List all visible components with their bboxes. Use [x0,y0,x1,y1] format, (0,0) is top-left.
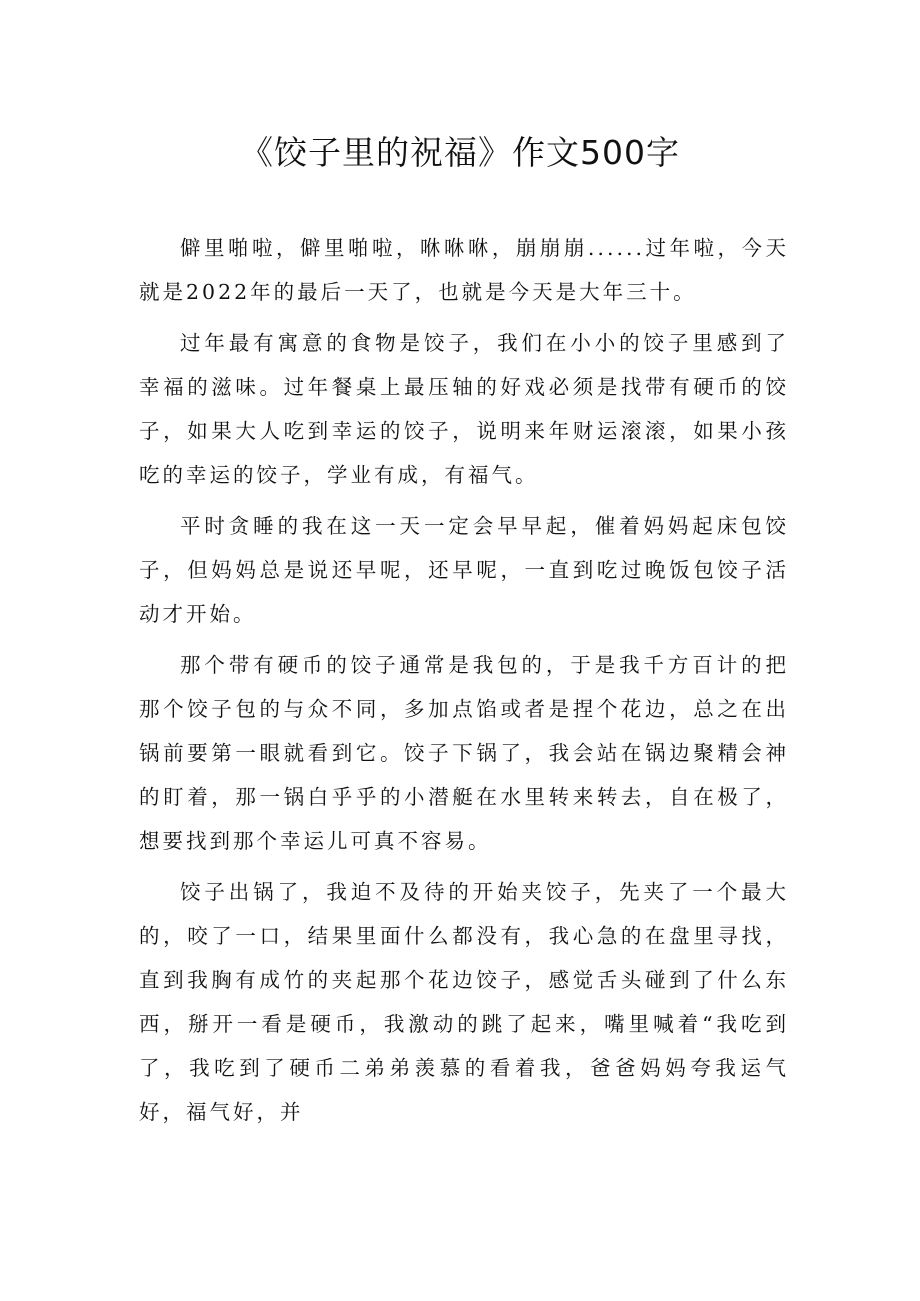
paragraph: 饺子出锅了，我迫不及待的开始夹饺子，先夹了一个最大的，咬了一口，结果里面什么都没有，我心急的在盘里寻找，直到我胸有成竹的夹起那个花边饺子，感觉舌头碰到了什么东西，掰开一看是硬币，我激动的跳了起来，嘴里喊着“我吃到了，我吃到了硬币二弟弟羡慕的看着我，爸爸妈妈夸我运气好，福气好，并 [139,880,789,1124]
paragraph: 平时贪睡的我在这一天一定会早早起，催着妈妈起床包饺子，但妈妈总是说还早呢，还早呢，一直到吃过晚饭包饺子活动才开始。 [139,514,789,626]
paragraph: 过年最有寓意的食物是饺子，我们在小小的饺子里感到了幸福的滋味。过年餐桌上最压轴的好戏必须是找带有硬币的饺子，如果大人吃到幸运的饺子，说明来年财运滚滚，如果小孩吃的幸运的饺子，学业有成，有福气。 [139,331,789,487]
document-body [139,226,789,1141]
document-title: 《饺子里的祝福》作文500字 [240,133,680,172]
paragraph: 那个带有硬币的饺子通常是我包的，于是我千方百计的把那个饺子包的与众不同，多加点馅或者是捏个花边，总之在出锅前要第一眼就看到它。饺子下锅了，我会站在锅边聚精会神的盯着，那一锅白乎乎的小潜艇在水里转来转去，自在极了，想要找到那个幸运儿可真不容易。 [139,653,789,853]
paragraph: 僻里啪啦，僻里啪啦，咻咻咻，崩崩崩......过年啦，今天就是2022年的最后一天了，也就是今天是大年三十。 [139,236,789,304]
